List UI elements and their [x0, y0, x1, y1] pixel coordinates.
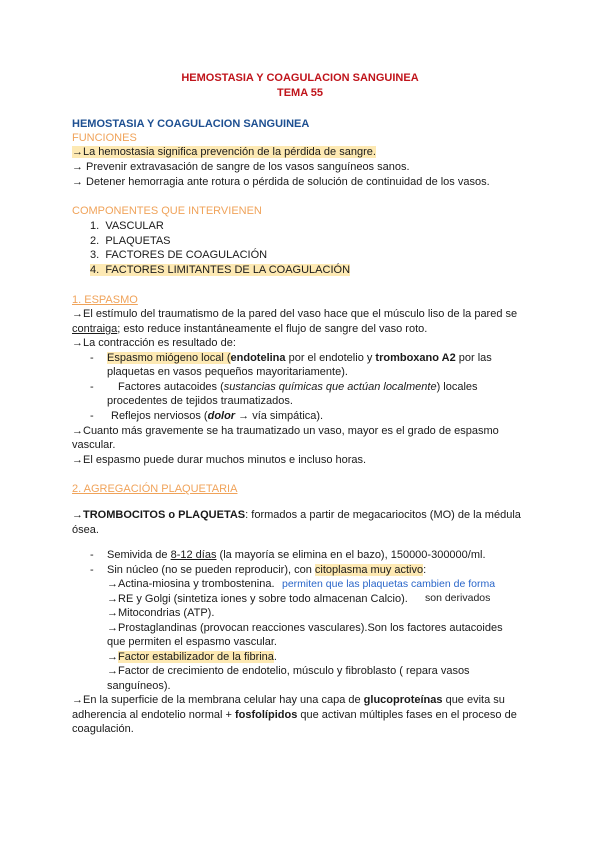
- handwritten-note-2: son derivados: [425, 592, 491, 604]
- agregacion-sub-1: →Actina-miosina y trombostenina.: [107, 578, 275, 590]
- componentes-heading: COMPONENTES QUE INTERVIENEN: [72, 205, 262, 217]
- bullet-dash: -: [90, 564, 94, 576]
- espasmo-p2: →La contracción es resultado de:: [72, 337, 236, 349]
- espasmo-p4: →El espasmo puede durar muchos minutos e incluso horas.: [72, 454, 367, 466]
- agregacion-bullet-2: Sin núcleo (no se pueden reproducir), con citoplasma muy activo:: [107, 564, 427, 576]
- espasmo-bullet-1-line1: Espasmo miógeno local (endotelina por el endotelio y tromboxano A2 por las: [107, 352, 492, 364]
- agregacion-bullet-1: Semivida de 8-12 días (la mayoría se elimina en el bazo), 150000-300000/ml.: [107, 549, 486, 561]
- espasmo-heading: 1. ESPASMO: [72, 294, 138, 306]
- espasmo-p1-line1: →El estímulo del traumatismo de la pared del vaso hace que el músculo liso de la pared se: [72, 308, 518, 320]
- agregacion-heading: 2. AGREGACIÓN PLAQUETARIA: [72, 483, 238, 495]
- bullet-dash: -: [90, 352, 94, 364]
- funciones-item-2: → Prevenir extravasación de sangre de los vasos sanguíneos sanos.: [72, 161, 410, 173]
- bullet-dash: -: [90, 549, 94, 561]
- agregacion-p2-line3: coagulación.: [72, 723, 134, 735]
- componentes-item-4: 4. FACTORES LIMITANTES DE LA COAGULACIÓN: [90, 264, 351, 276]
- agregacion-p1-line1: →TROMBOCITOS o PLAQUETAS: formados a partir de megacariocitos (MO) de la médula: [72, 509, 521, 521]
- espasmo-bullet-2-line1: Factores autacoides (sustancias químicas que actúan localmente) locales: [118, 381, 478, 393]
- agregacion-sub-6-line1: →Factor de crecimiento de endotelio, músculo y fibroblasto ( repara vasos: [107, 665, 470, 677]
- agregacion-sub-6-line2: sanguíneos).: [107, 680, 171, 692]
- document-title: HEMOSTASIA Y COAGULACION SANGUINEA: [181, 72, 419, 84]
- agregacion-sub-5: →Factor estabilizador de la fibrina.: [107, 651, 277, 663]
- espasmo-bullet-3: Reflejos nerviosos (dolor → vía simpática).: [111, 410, 324, 422]
- funciones-item-3: → Detener hemorragia ante rotura o pérdida de solución de continuidad de los vasos.: [72, 176, 490, 188]
- section-heading: HEMOSTASIA Y COAGULACION SANGUINEA: [72, 118, 310, 130]
- componentes-item-1: 1. VASCULAR: [90, 220, 164, 232]
- agregacion-p1-line2: ósea.: [72, 524, 99, 536]
- document-subtitle: TEMA 55: [276, 87, 324, 99]
- agregacion-sub-4-line2: que permiten el espasmo vascular.: [107, 636, 277, 648]
- bullet-dash: -: [90, 410, 94, 422]
- agregacion-p2-line2: adherencia al endotelio normal + fosfolípidos que activan múltiples fases en el proceso de: [72, 709, 517, 721]
- componentes-item-2: 2. PLAQUETAS: [90, 235, 171, 247]
- componentes-item-3: 3. FACTORES DE COAGULACIÓN: [90, 249, 268, 261]
- bullet-dash: -: [90, 381, 94, 393]
- espasmo-bullet-2-line2: procedentes de tejidos traumatizados.: [107, 395, 293, 407]
- handwritten-note-1: permiten que las plaquetas cambien de forma: [282, 578, 496, 590]
- espasmo-p3-line2: vascular.: [72, 439, 116, 451]
- agregacion-sub-2: →RE y Golgi (sintetiza iones y sobre todo almacenan Calcio).: [107, 593, 408, 605]
- funciones-item-1: →La hemostasia significa prevención de la pérdida de sangre.: [72, 146, 376, 158]
- agregacion-sub-4-line1: →Prostaglandinas (provocan reacciones vasculares).Son los factores autacoides: [107, 622, 503, 634]
- agregacion-sub-3: →Mitocondrias (ATP).: [107, 607, 215, 619]
- funciones-heading: FUNCIONES: [72, 132, 137, 144]
- agregacion-p2-line1: →En la superficie de la membrana celular hay una capa de glucoproteínas que evita su: [72, 694, 505, 706]
- espasmo-p1-line2: contraiga; esto reduce instantáneamente el flujo de sangre del vaso roto.: [72, 323, 428, 335]
- espasmo-bullet-1-line2: plaquetas en vasos pequeños mayoritariamente).: [107, 366, 348, 378]
- espasmo-p3-line1: →Cuanto más gravemente se ha traumatizado un vaso, mayor es el grado de espasmo: [72, 425, 499, 437]
